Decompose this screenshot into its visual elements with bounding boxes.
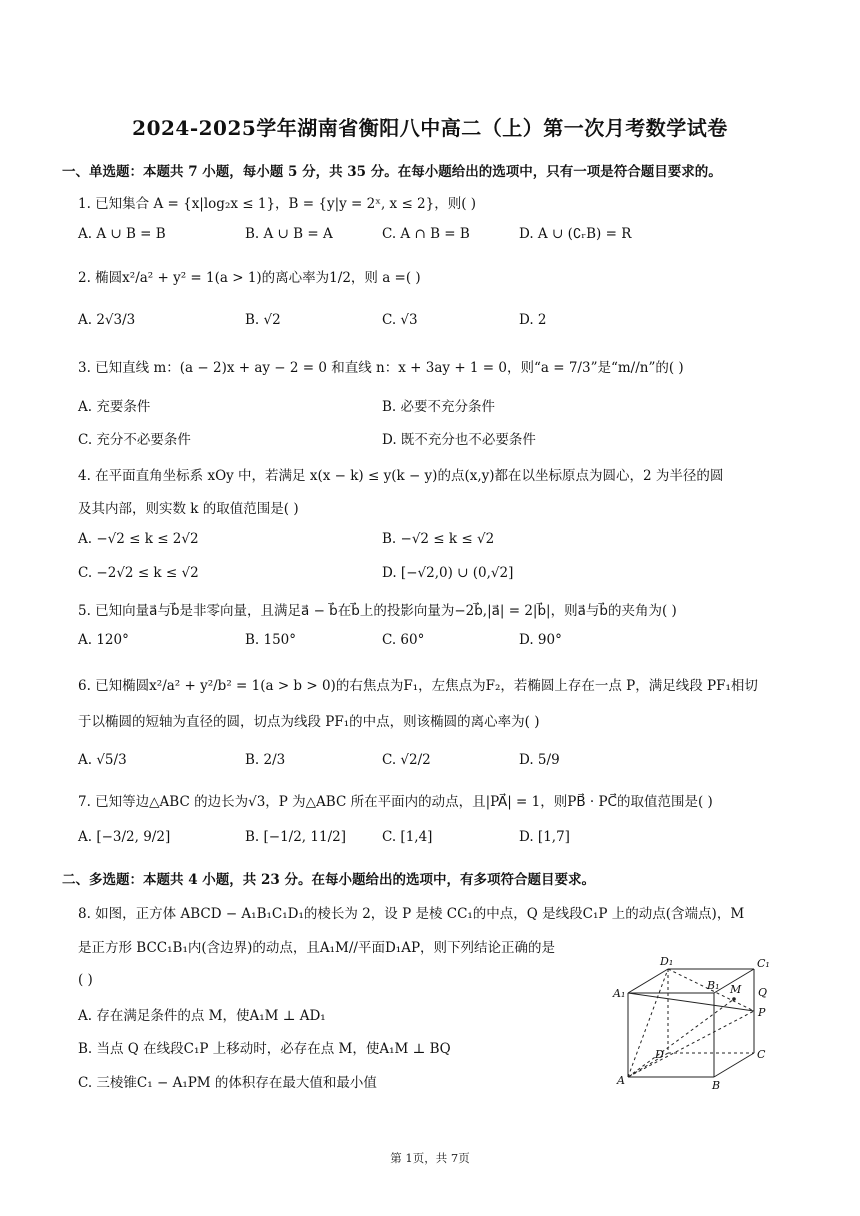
question-3-option-c: C. 充分不必要条件 <box>78 432 191 448</box>
question-5-option-c: C. 60° <box>382 632 425 648</box>
label-c1: C₁ <box>757 957 770 970</box>
question-7-option-d: D. [1,7] <box>519 829 570 845</box>
question-4-stem-line1: 4. 在平面直角坐标系 xOy 中，若满足 x(x − k) ≤ y(k − y)的点(x,y)都在以坐标原点为圆心，2 为半径的圆 <box>78 468 724 484</box>
label-a1: A₁ <box>613 987 626 1000</box>
question-6-option-c: C. √2/2 <box>382 752 431 768</box>
question-7-option-b: B. [−1/2, 11/2] <box>245 829 346 845</box>
question-7-stem: 7. 已知等边△ABC 的边长为√3，P 为△ABC 所在平面内的动点，且|PA⃗| = 1，则PB⃗ · PC⃗的取值范围是( ) <box>78 794 713 810</box>
question-8-stem-line3: ( ) <box>78 972 93 988</box>
question-6-stem-line2: 于以椭圆的短轴为直径的圆，切点为线段 PF₁的中点，则该椭圆的离心率为( ) <box>78 714 540 730</box>
label-d1: D₁ <box>660 955 674 968</box>
question-5-option-a: A. 120° <box>78 632 129 648</box>
question-8-option-b: B. 当点 Q 在线段C₁P 上移动时，必存在点 M，使A₁M ⊥ BQ <box>78 1041 451 1057</box>
page-title: 2024-2025学年湖南省衡阳八中高二（上）第一次月考数学试卷 <box>132 116 728 140</box>
question-6-option-b: B. 2/3 <box>245 752 286 768</box>
question-5-option-b: B. 150° <box>245 632 297 648</box>
question-8-stem-line2: 是正方形 BCC₁B₁内(含边界)的动点，且A₁M//平面D₁AP，则下列结论正确的是 <box>78 940 556 956</box>
question-3-option-b: B. 必要不充分条件 <box>382 399 496 415</box>
question-2-stem: 2. 椭圆x²/a² + y² = 1(a > 1)的离心率为1/2，则 a =( ) <box>78 270 421 286</box>
label-c: C <box>757 1048 766 1061</box>
page-footer: 第 1页，共 7页 <box>390 1151 470 1165</box>
label-p: P <box>758 1006 766 1019</box>
question-5-stem: 5. 已知向量a⃗与b⃗是非零向量，且满足a⃗ − b⃗在b⃗上的投影向量为−2b⃗,|a⃗| = 2|b⃗|，则a⃗与b⃗的夹角为( ) <box>78 603 677 619</box>
question-3-stem: 3. 已知直线 m：(a − 2)x + ay − 2 = 0 和直线 n：x + 3ay + 1 = 0，则“a = 7/3”是“m//n”的( ) <box>78 360 684 376</box>
section-heading-multiple-choice: 二、多选题：本题共 4 小题，共 23 分。在每小题给出的选项中，有多项符合题目要求。 <box>62 872 595 888</box>
label-a: A <box>617 1074 625 1087</box>
question-2-option-a: A. 2√3/3 <box>78 312 136 328</box>
question-6-option-d: D. 5/9 <box>519 752 560 768</box>
label-d: D <box>655 1048 664 1061</box>
question-3-option-d: D. 既不充分也不必要条件 <box>382 432 536 448</box>
label-q: Q <box>758 986 768 999</box>
question-2-option-d: D. 2 <box>519 312 547 328</box>
label-m: M <box>730 983 742 996</box>
section-heading-single-choice: 一、单选题：本题共 7 小题，每小题 5 分，共 35 分。在每小题给出的选项中，只有一项是符合题目要求的。 <box>62 164 722 180</box>
question-1-stem: 1. 已知集合 A = {x|log₂x ≤ 1}，B = {y|y = 2ˣ, x ≤ 2}，则( ) <box>78 196 477 212</box>
question-7-option-c: C. [1,4] <box>382 829 433 845</box>
question-4-option-a: A. −√2 ≤ k ≤ 2√2 <box>78 531 199 547</box>
label-b: B <box>712 1079 721 1092</box>
question-5-option-d: D. 90° <box>519 632 562 648</box>
question-8-stem-line1: 8. 如图，正方体 ABCD − A₁B₁C₁D₁的棱长为 2，设 P 是棱 CC₁的中点，Q 是线段C₁P 上的动点(含端点)，M <box>78 906 745 922</box>
question-1-option-a: A. A ∪ B = B <box>78 226 166 242</box>
question-4-option-c: C. −2√2 ≤ k ≤ √2 <box>78 565 199 581</box>
question-6-stem-line1: 6. 已知椭圆x²/a² + y²/b² = 1(a > b > 0)的右焦点为F₁，左焦点为F₂，若椭圆上存在一点 P，满足线段 PF₁相切 <box>78 678 758 694</box>
question-4-option-d: D. [−√2,0) ∪ (0,√2] <box>382 565 514 581</box>
question-4-stem-line2: 及其内部，则实数 k 的取值范围是( ) <box>78 501 299 517</box>
question-1-option-c: C. A ∩ B = B <box>382 226 470 242</box>
label-b1: B₁ <box>707 979 720 992</box>
question-8-option-a: A. 存在满足条件的点 M，使A₁M ⊥ AD₁ <box>78 1008 326 1024</box>
question-4-option-b: B. −√2 ≤ k ≤ √2 <box>382 531 495 547</box>
question-7-option-a: A. [−3/2, 9/2] <box>78 829 171 845</box>
question-3-option-a: A. 充要条件 <box>78 399 151 415</box>
question-2-option-b: B. √2 <box>245 312 281 328</box>
question-6-option-a: A. √5/3 <box>78 752 127 768</box>
question-8-option-c: C. 三棱锥C₁ − A₁PM 的体积存在最大值和最小值 <box>78 1075 377 1091</box>
question-1-option-b: B. A ∪ B = A <box>245 226 333 242</box>
question-1-option-d: D. A ∪ (∁ᵣB) = R <box>519 226 632 242</box>
question-2-option-c: C. √3 <box>382 312 418 328</box>
cube-figure <box>610 955 780 1095</box>
